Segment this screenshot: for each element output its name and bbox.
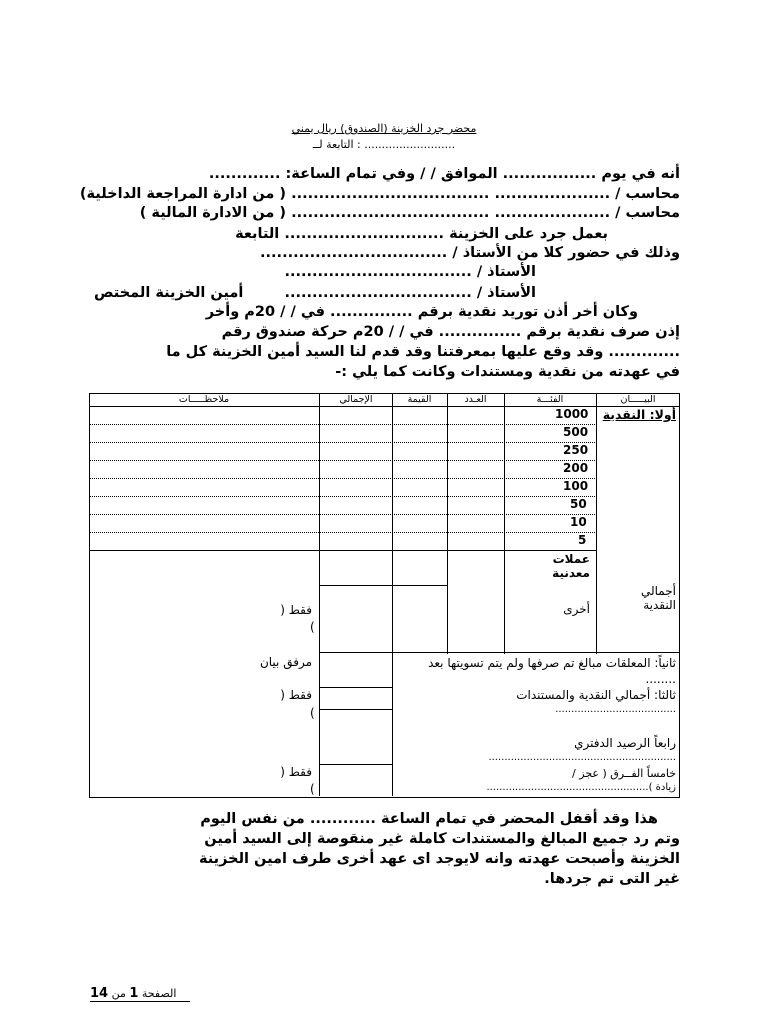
page-footer <box>90 986 176 1001</box>
total-pages: 14 <box>90 986 109 1001</box>
body-line-last-disburse: إذن صرف نقدية برقم ............... في / / 20م حركة صندوق رقم <box>221 324 680 340</box>
total-cash-label: أجمالي النقدية <box>640 584 676 612</box>
denomination-250: 250 <box>563 443 589 457</box>
coins-label: عملات معدنية <box>552 552 590 580</box>
only-close-2: ) <box>310 706 315 720</box>
header-count: العـدد <box>464 394 487 405</box>
other-label: أخرى <box>563 602 590 616</box>
fifth-increase: زيادة )................................................... <box>486 782 676 793</box>
body-line-inventory: بعمل جرد على الخزينة ............................. التابعة <box>235 226 608 242</box>
denomination-10: 10 <box>570 515 587 529</box>
body-line-accountant-1: محاسب / ..................... .................................... ( من ادارة المراجعة الداخلية) <box>79 186 680 202</box>
only-close-3: ) <box>310 782 315 796</box>
denomination-5: 5 <box>578 533 587 547</box>
denomination-1000: 1000 <box>555 407 589 421</box>
closing-line-4: غير التى تم جردها. <box>544 871 680 887</box>
fifth-difference: خامساً الفــرق ( عجز / <box>572 767 676 780</box>
document-subtitle: التابعة لــ : .......................... <box>312 138 456 151</box>
body-line-professor-1: الأستاذ / .................................. <box>284 264 536 280</box>
closing-line-1: هذا وقد أقفل المحضر في تمام الساعة ............ من نفس اليوم <box>200 811 658 827</box>
closing-line-3: الخزينة وأصبحت عهدته وانه لايوجد اى عهد أخرى طرف امين الخزينة <box>198 851 680 867</box>
body-line-treasurer: أمين الخزينة المختص <box>94 285 244 301</box>
only-label-3: فقط ( <box>280 765 312 779</box>
page-word: الصفحة <box>141 987 177 1000</box>
header-value: القيمة <box>407 394 432 405</box>
header-notes: ملاحظـــــات <box>178 394 230 405</box>
body-line-presence: وذلك في حضور كلا من الأستاذ / .................................. <box>260 245 680 261</box>
only-close-1: ) <box>310 620 315 634</box>
closing-line-2: وتم رد جميع المبالغ والمستندات كاملة غير منقوصة إلى السيد أمين <box>204 831 680 847</box>
denomination-500: 500 <box>563 425 589 439</box>
document-title: محضر جرد الخزينة (الصندوق) ريال يمني <box>291 122 477 135</box>
body-line-professor-2: الأستاذ / .................................. <box>284 285 536 301</box>
third-dots: ...................................... <box>555 704 676 715</box>
fourth-book-balance: رابعاً الرصيد الدفتري <box>574 736 676 750</box>
body-line-custody: في عهدته من نقدية ومستندات وكانت كما يلي :- <box>335 364 680 380</box>
page-number: 1 <box>129 986 139 1001</box>
cash-label: أولا: النقدية <box>602 407 676 422</box>
denomination-50: 50 <box>570 497 587 511</box>
footer-underline <box>90 1001 190 1002</box>
second-suspended: ثانياً: المعلقات مبالغ تم صرفها ولم يتم تسويتها بعد ........ <box>428 656 676 686</box>
third-total-label: ثالثا: أجمالي النقدية والمستندات <box>516 688 676 702</box>
header-total: الإجمالي <box>339 394 373 405</box>
header-denomination: الفئـــة <box>536 394 564 405</box>
attached-statement: مرفق بيان <box>259 655 312 669</box>
only-label-2: فقط ( <box>280 688 312 702</box>
denomination-200: 200 <box>563 461 589 475</box>
body-line-date: أنه في يوم ................. الموافق / / وفي تمام الساعة: ............. <box>208 166 680 182</box>
of-word: من <box>111 987 126 1000</box>
body-line-accountant-2: محاسب / ..................... .................................... ( من الادارة المالية ) <box>139 205 680 221</box>
body-line-last-supply: وكان أخر أذن توريد نقدية برقم ............... في / / 20م وأخر <box>205 304 638 320</box>
body-line-signed: ............. وقد وقع عليها بمعرفتنا وقد قدم لنا السيد أمين الخزينة كل ما <box>166 344 680 360</box>
only-label-1: فقط ( <box>280 603 312 617</box>
denomination-100: 100 <box>563 479 589 493</box>
fourth-dots: ........................................................... <box>488 752 676 763</box>
header-statement: البيـــــان <box>620 394 656 405</box>
